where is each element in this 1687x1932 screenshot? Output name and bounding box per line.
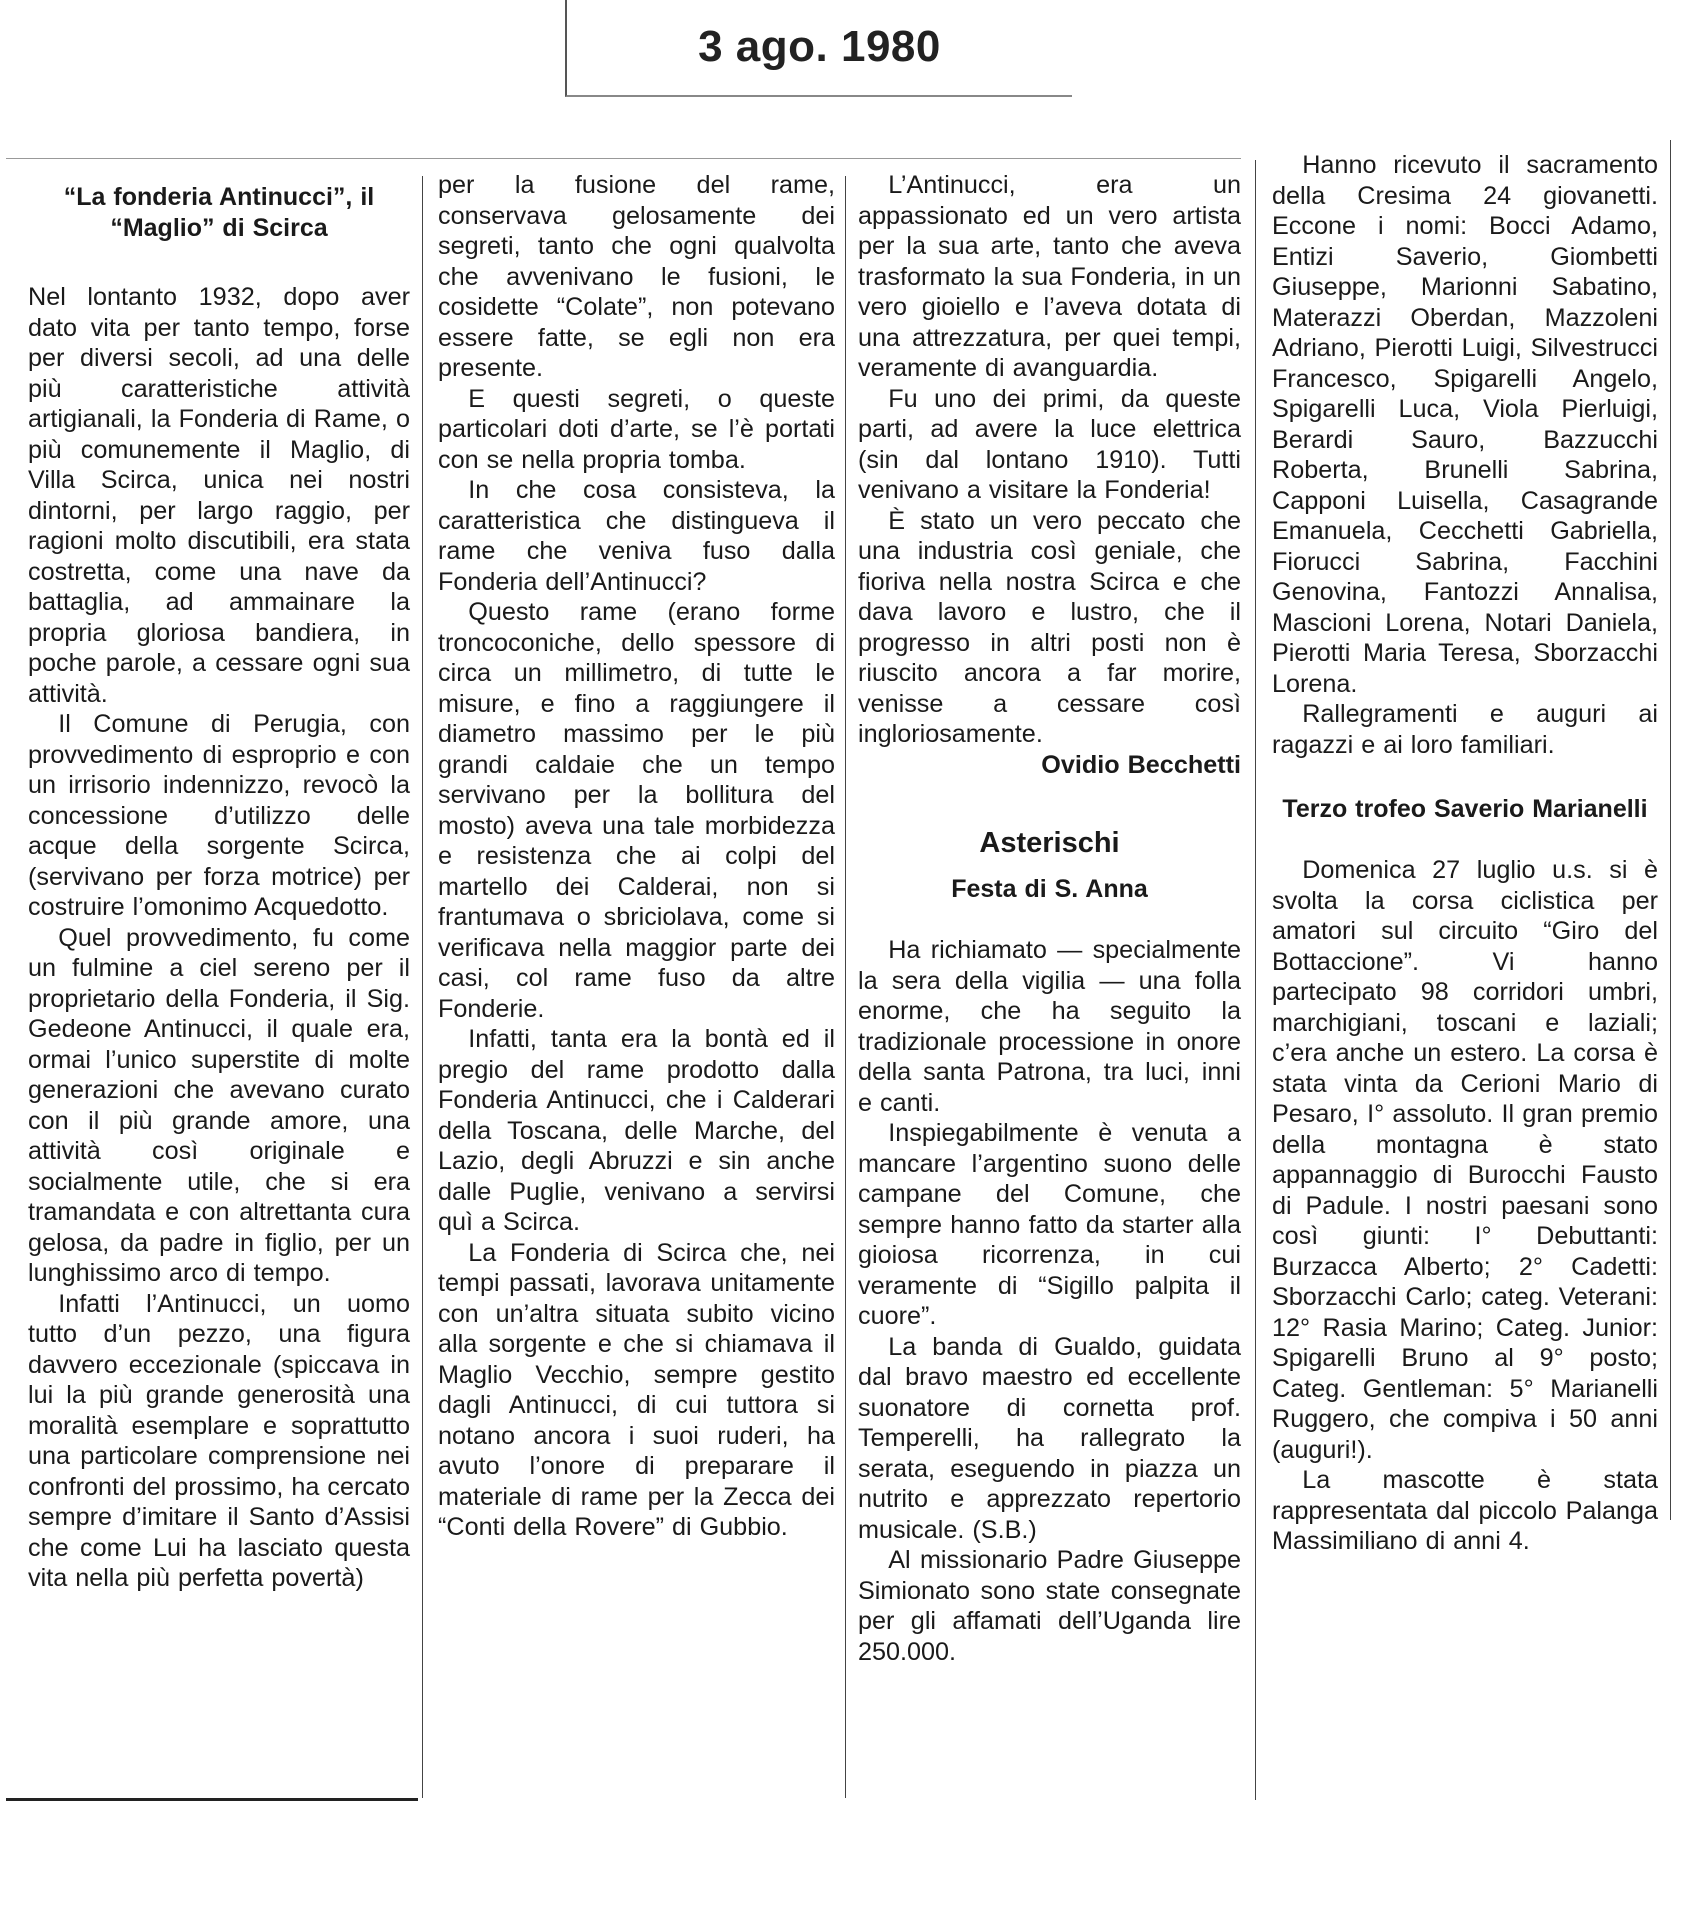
column-3 (858, 170, 1241, 1667)
column-divider (845, 176, 846, 1798)
top-divider (6, 158, 1241, 159)
article-paragraph: Questo rame (erano forme troncoconiche, dello spessore di circa un millimetro, di tutte le misure, e fino a raggiungere il diametro massimo per le più grandi caldaie che un tempo servivano per la bollitura del mosto) aveva una tale morbidezza e resistenza che ai colpi del martello dei Calderai, non si frantumava o sbriciolava, come si verificava nella maggior parte dei casi, col rame fuso da altre Fonderie. (438, 598, 835, 1023)
news-paragraph: Inspiegabilmente è venuta a mancare l’argentino suono delle campane del Comune, che sempre hanno fatto da starter alla gioiosa ricorrenza, in cui veramente di “Sigillo palpita il cuore”. (858, 1119, 1241, 1330)
article-paragraph: In che cosa consisteva, la caratteristica che distingueva il rame che veniva fuso dalla Fonderia dell’Antinucci? (438, 476, 835, 596)
article-paragraph: È stato un vero peccato che una industria così geniale, che fioriva nella nostra Scirca e che dava lavoro e lustro, che il progresso in altri posti non è riuscito ancora a far morire, venisse a cessare così ingloriosamente. (858, 506, 1241, 748)
article-headline: “La fonderia Antinucci”, il “Maglio” di Scirca (63, 183, 375, 242)
column-4 (1272, 150, 1658, 1557)
section-subtitle: Festa di S. Anna (951, 875, 1148, 903)
article-paragraph: La Fonderia di Scirca che, nei tempi passati, lavorava unitamente con un’altra situata subito vicino alla sorgente e che si chiamava il Maglio Vecchio, sempre gestito dagli Antinucci, di cui tuttora si notano ancora i suoi ruderi, ha avuto l’onore di preparare il materiale di rame per la Zecca dei “Conti della Rovere” di Gubbio. (438, 1238, 835, 1541)
article-paragraph: Quel provvedimento, fu come un fulmine a ciel sereno per il proprietario della Fonderia, il Sig. Gedeone Antinucci, il quale era, ormai l’unico superstite di molte generazioni che avevano curato con il più grande amore, una attività così originale e socialmente utile, che si era tramandata e con altrettanta cura gelosa, da padre in figlio, per un lunghissimo arco di tempo. (28, 923, 410, 1287)
article-paragraph: per la fusione del rame, conservava gelosamente dei segreti, tanto che ogni qualvolta che avvenivano le fusioni, le cosidette “Colate”, non potevano essere fatte, se egli non era presente. (438, 171, 835, 382)
article-paragraph: Nel lontanto 1932, dopo aver dato vita per tanto tempo, forse per diversi secoli, ad una delle più caratteristiche attività artigianali, la Fonderia di Rame, o più comunemente il Maglio, di Villa Scirca, unica nei nostri dintorni, per largo raggio, per ragioni molto discutibili, era stata costretta, come una nave da battaglia, ad ammainare la propria gloriosa bandiera, in poche parole, a cessare ogni sua attività. (28, 283, 410, 708)
news-paragraph: La banda di Gualdo, guidata dal bravo maestro ed eccellente suonatore di cornetta prof. Temperelli, ha rallegrato la serata, eseguendo in piazza un nutrito e apprezzato repertorio musicale. (S.B.) (858, 1332, 1241, 1544)
article-paragraph: Il Comune di Perugia, con provvedimento di esproprio e con un irrisorio indennizzo, revocò la concessione d’utilizzo delle acque della sorgente Scirca, (servivano per forza motrice) per costruire l’omonimo Acquedotto. (28, 710, 410, 921)
column-1 (28, 170, 410, 1594)
news-paragraph: Hanno ricevuto il sacramento della Cresima 24 giovanetti. Eccone i nomi: Bocci Adamo, Entizi Saverio, Giombetti Giuseppe, Marionni Sabatino, Materazzi Oberdan, Mazzoleni Adriano, Pierotti Luigi, Silvestrucci Francesco, Spigarelli Angelo, Spigarelli Luca, Viola Pierluigi, Berardi Sauro, Bazzucchi Roberta, Brunelli Sabrina, Capponi Luisella, Casagrande Emanuela, Cecchetti Gabriella, Fiorucci Sabrina, Facchini Genovina, Fantozzi Annalisa, Mascioni Lorena, Notari Daniela, Pierotti Maria Teresa, Sborzacchi Lorena. (1272, 151, 1658, 698)
news-paragraph: Domenica 27 luglio u.s. si è svolta la corsa ciclistica per amatori sul circuito “Giro del Bottaccione”. Vi hanno partecipato 98 corridori umbri, marchigiani, toscani e laziali; c’era anche un estero. La corsa è stata vinta da Cerioni Mario di Pesaro, I° assoluto. Il gran premio della montagna è stato appannaggio di Burocchi Fausto di Padule. I nostri paesani sono così giunti: I° Debuttanti: Burzacca Alberto; 2° Cadetti: Sborzacchi Carlo; categ. Veterani: 12° Rasia Marino; Categ. Junior: Spigarelli Bruno al 9° posto; Categ. Gentleman: 5° Marianelli Ruggero, che compiva i 50 anni (auguri!). (1272, 856, 1658, 1464)
article-paragraph: Infatti l’Antinucci, un uomo tutto d’un pezzo, una figura davvero eccezionale (spiccava in lui la più grande generosità una moralità esemplare e soprattutto una particolare comprensione nei confronti del prossimo, ha cercato sempre d’imitare il Santo d’Assisi che come Lui ha lasciato questa vita nella più perfetta povertà) (28, 1289, 410, 1592)
news-paragraph: Rallegramenti e auguri ai ragazzi e ai loro familiari. (1272, 700, 1658, 759)
news-paragraph: Al missionario Padre Giuseppe Simionato sono state consegnate per gli affamati dell’Uganda lire 250.000. (858, 1546, 1241, 1666)
article-paragraph: Infatti, tanta era la bontà ed il pregio del rame prodotto dalla Fonderia Antinucci, che i Calderari della Toscana, delle Marche, del Lazio, degli Abruzzi e sin anche dalle Puglie, venivano a servirsi quì a Scirca. (438, 1025, 835, 1236)
bottom-divider (6, 1798, 418, 1801)
article-paragraph: L’Antinucci, era un appassionato ed un vero artista per la sua arte, tanto che aveva trasformato la sua Fonderia, in un vero gioiello e l’aveva dotata di una attrezzatura, per quei tempi, veramente di avanguardia. (858, 171, 1241, 382)
column-2 (438, 170, 835, 1543)
publication-date: 3 ago. 1980 (698, 22, 941, 71)
byline (858, 750, 1241, 781)
date-header (565, 0, 1072, 97)
article-paragraph: E questi segreti, o queste particolari doti d’arte, se l’è portati con se nella propria tomba. (438, 384, 835, 474)
article-paragraph: Fu uno dei primi, da queste parti, ad avere la luce elettrica (sin dal lontano 1910). Tutti venivano a visitare la Fonderia! (858, 384, 1241, 504)
section-title: Asterischi (979, 827, 1120, 859)
news-paragraph: La mascotte è stata rappresentata dal piccolo Palanga Massimiliano di anni 4. (1272, 1466, 1658, 1555)
news-paragraph: Ha richiamato — specialmente la sera della vigilia — una folla enorme, che ha seguito la tradizionale processione in onore della santa Patrona, tra luci, inni e canti. (858, 936, 1241, 1117)
column-divider (1255, 160, 1256, 1800)
column-divider (422, 176, 423, 1798)
section-title: Terzo trofeo Saverio Marianelli (1282, 795, 1648, 823)
article-author: Ovidio Becchetti (1041, 750, 1241, 779)
page-edge-rule (1670, 140, 1671, 1520)
